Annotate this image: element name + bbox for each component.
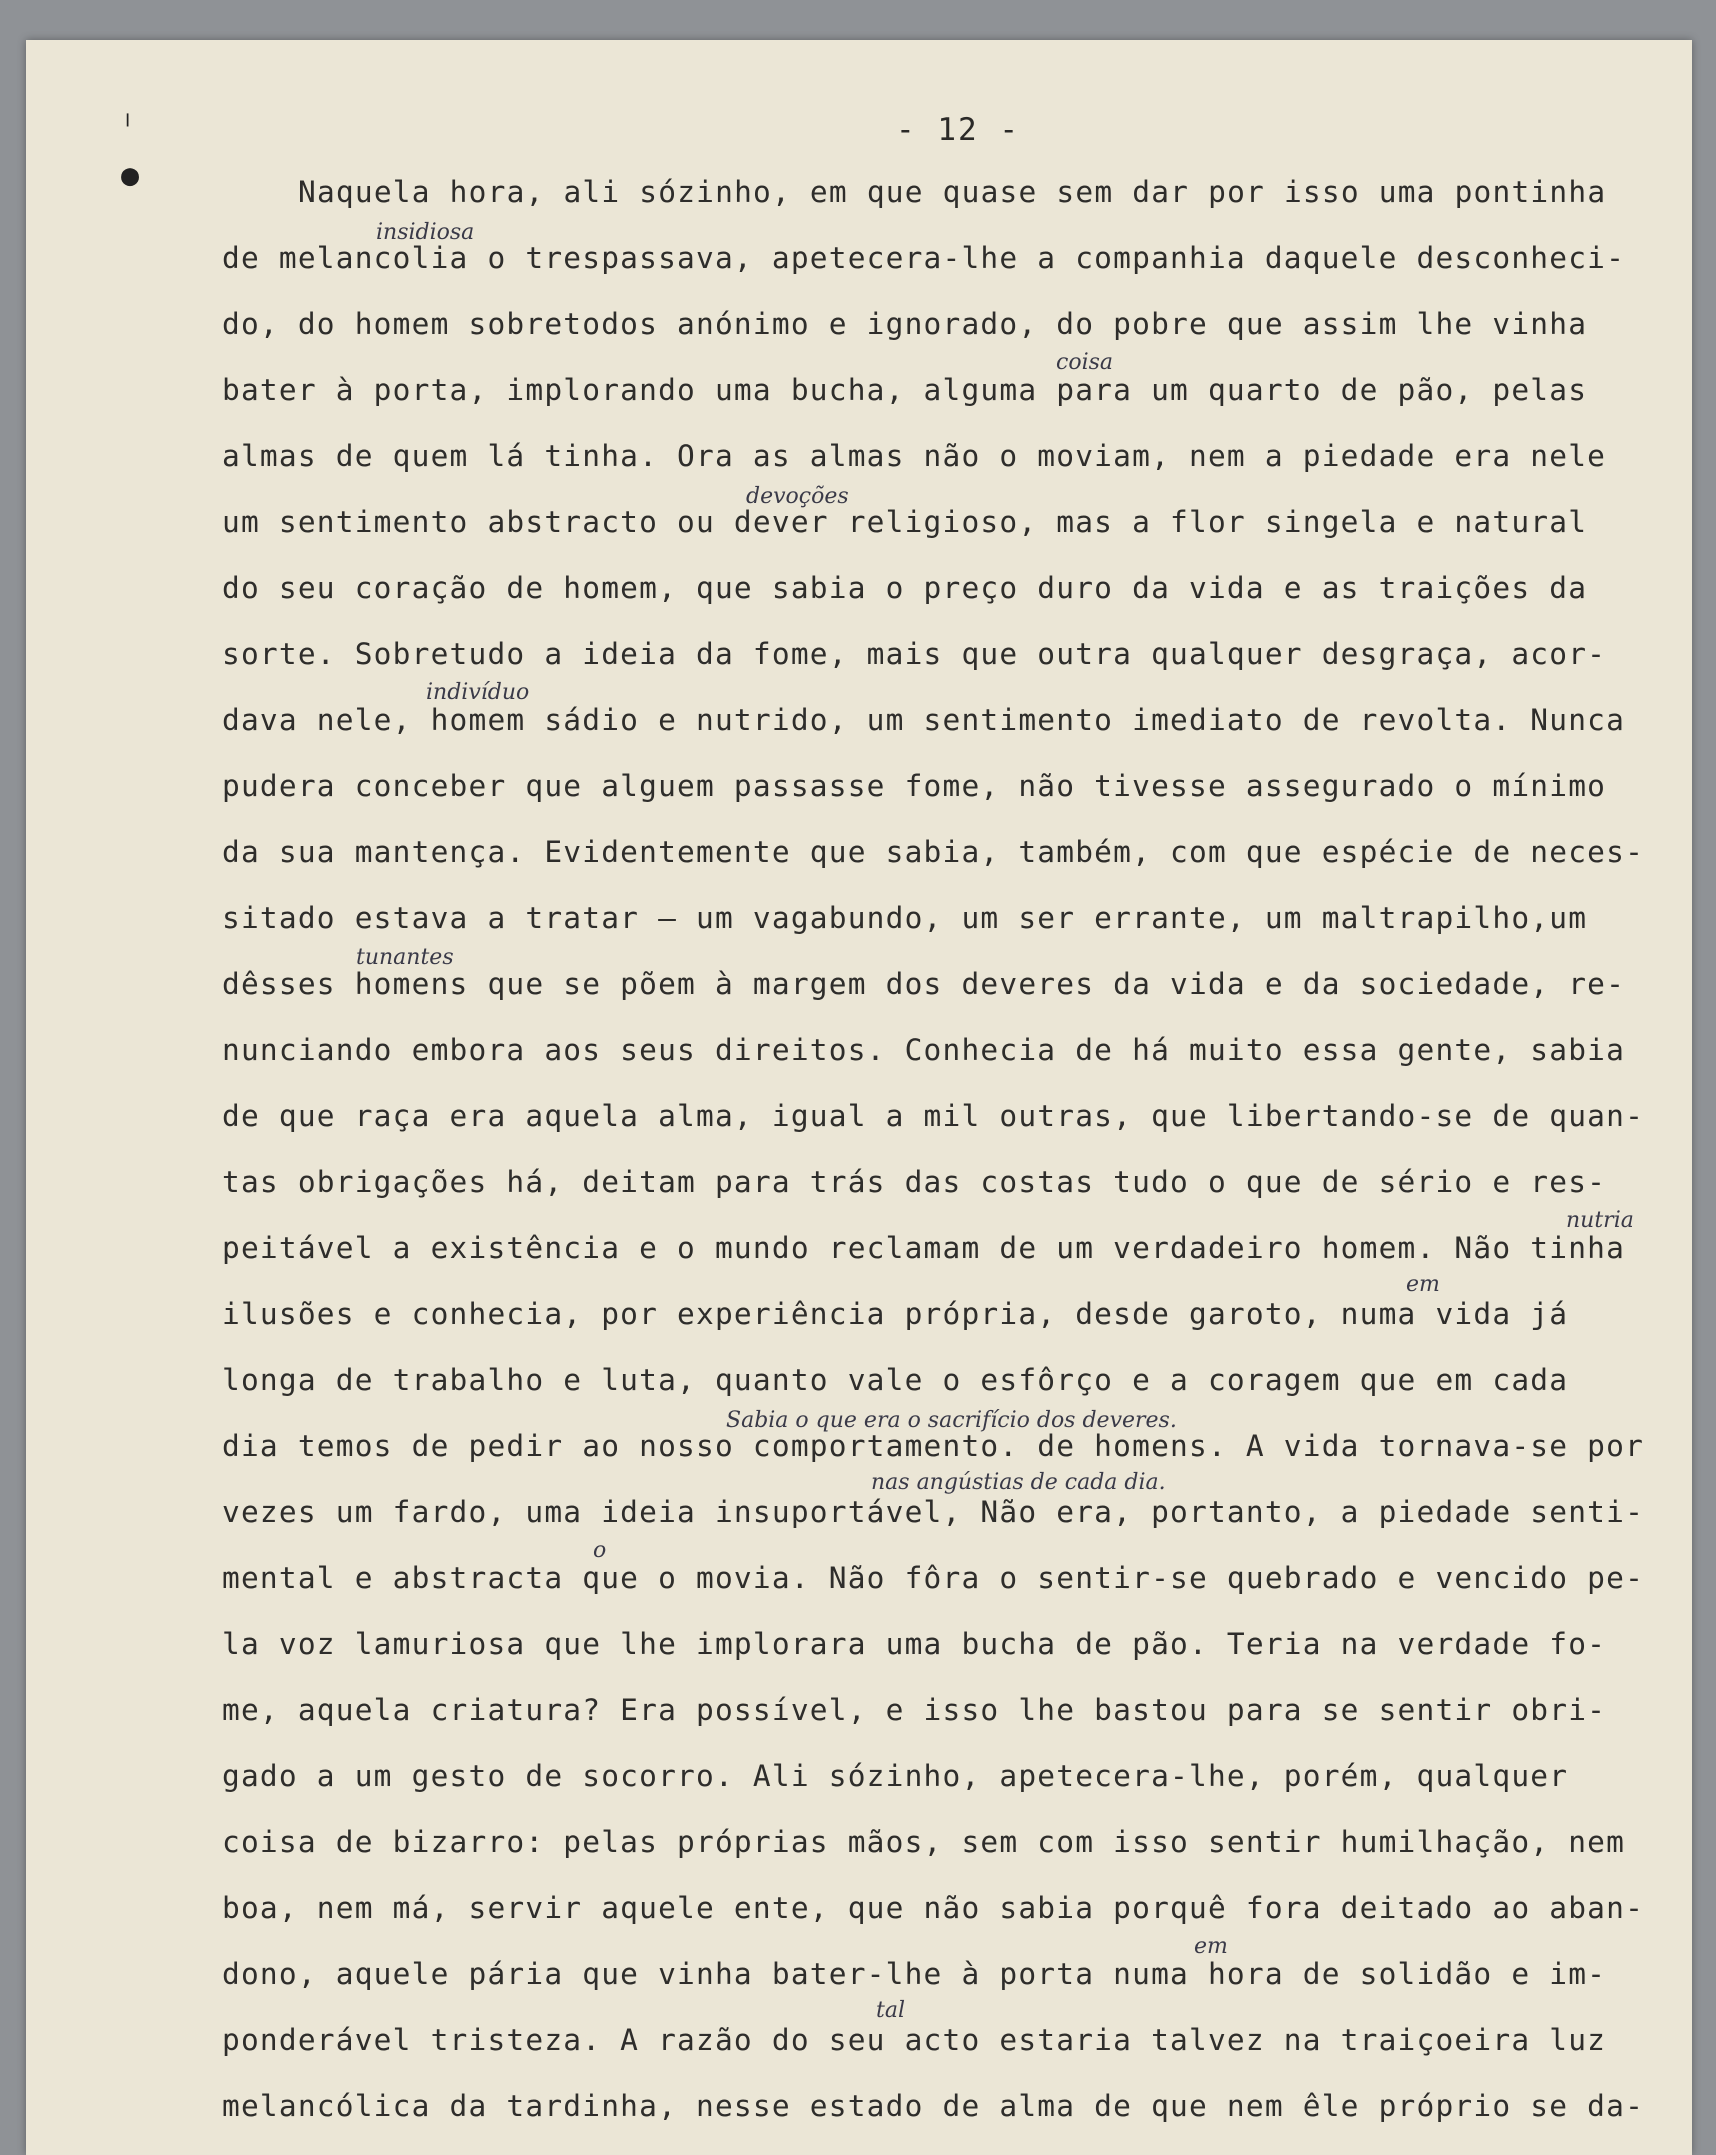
text-line: de que raça era aquela alma, igual a mil outras, que libertando-se de quan- [222, 1099, 1645, 1133]
handwritten-annotation: indivíduo [426, 680, 530, 705]
text-line: coisa de bizarro: pelas próprias mãos, sem com isso sentir humilhação, nem [222, 1825, 1626, 1859]
text-line: bater à porta, implorando uma bucha, alguma para um quarto de pão, pelas [222, 373, 1588, 407]
text-line: do, do homem sobretodos anónimo e ignorado, do pobre que assim lhe vinha [222, 307, 1588, 341]
handwritten-annotation: Sabia o que era o sacrifício dos deveres. [726, 1408, 1177, 1433]
text-line: dava nele, homem sádio e nutrido, um sentimento imediato de revolta. Nunca [222, 703, 1626, 737]
text-line: dono, aquele pária que vinha bater-lhe à porta numa hora de solidão e im- [222, 1957, 1607, 1991]
text-line: dia temos de pedir ao nosso comportamento. de homens. A vida tornava-se por [222, 1429, 1645, 1463]
ink-blot: ● [121, 158, 140, 193]
handwritten-annotation: nas angústias de cada dia. [871, 1470, 1166, 1495]
text-line: Naquela hora, ali sózinho, em que quase sem dar por isso uma pontinha [298, 175, 1607, 209]
handwritten-annotation: tal [876, 1998, 905, 2023]
text-line: do seu coração de homem, que sabia o preço duro da vida e as traições da [222, 571, 1588, 605]
text-line: sitado estava a tratar — um vagabundo, um ser errante, um maltrapilho,um [222, 901, 1588, 935]
text-line: ponderável tristeza. A razão do seu acto estaria talvez na traiçoeira luz [222, 2023, 1607, 2057]
text-line: longa de trabalho e luta, quanto vale o esfôrço e a coragem que em cada [222, 1363, 1569, 1397]
manuscript-page [26, 40, 1692, 2155]
text-line: tas obrigações há, deitam para trás das costas tudo o que de sério e res- [222, 1165, 1607, 1199]
handwritten-annotation: insidiosa [376, 220, 475, 245]
handwritten-annotation: em [1194, 1934, 1228, 1959]
handwritten-annotation: tunantes [356, 945, 454, 970]
text-line: almas de quem lá tinha. Ora as almas não o moviam, nem a piedade era nele [222, 439, 1607, 473]
text-line: de melancolia o trespassava, apetecera-lhe a companhia daquele desconheci- [222, 241, 1626, 275]
text-line: pudera conceber que alguem passasse fome, não tivesse assegurado o mínimo [222, 769, 1607, 803]
text-line: boa, nem má, servir aquele ente, que não sabia porquê fora deitado ao aban- [222, 1891, 1645, 1925]
handwritten-annotation: coisa [1056, 350, 1114, 375]
text-line: peitável a existência e o mundo reclamam de um verdadeiro homem. Não tinha [222, 1231, 1626, 1265]
text-line: gado a um gesto de socorro. Ali sózinho, apetecera-lhe, porém, qualquer [222, 1759, 1569, 1793]
text-line: dêsses homens que se põem à margem dos deveres da vida e da sociedade, re- [222, 967, 1626, 1001]
text-line: melancólica da tardinha, nesse estado de alma de que nem êle próprio se da- [222, 2089, 1645, 2123]
handwritten-annotation: o [593, 1538, 607, 1563]
text-line: vezes um fardo, uma ideia insuportável, Não era, portanto, a piedade senti- [222, 1495, 1645, 1529]
page-number: - 12 - [896, 112, 1020, 148]
text-line: ilusões e conhecia, por experiência própria, desde garoto, numa vida já [222, 1297, 1569, 1331]
handwritten-annotation: em [1406, 1272, 1440, 1297]
text-line: me, aquela criatura? Era possível, e isso lhe bastou para se sentir obri- [222, 1693, 1607, 1727]
text-line: um sentimento abstracto ou dever religioso, mas a flor singela e natural [222, 505, 1588, 539]
text-line: mental e abstracta que o movia. Não fôra o sentir-se quebrado e vencido pe- [222, 1561, 1645, 1595]
handwritten-annotation: nutria [1566, 1208, 1634, 1233]
text-line: la voz lamuriosa que lhe implorara uma bucha de pão. Teria na verdade fo- [222, 1627, 1607, 1661]
handwritten-annotation: devoções [746, 484, 849, 509]
text-line: sorte. Sobretudo a ideia da fome, mais que outra qualquer desgraça, acor- [222, 637, 1607, 671]
margin-mark: ╵ [121, 115, 135, 140]
text-line: nunciando embora aos seus direitos. Conhecia de há muito essa gente, sabia [222, 1033, 1626, 1067]
text-line: da sua mantença. Evidentemente que sabia, também, com que espécie de neces- [222, 835, 1645, 869]
